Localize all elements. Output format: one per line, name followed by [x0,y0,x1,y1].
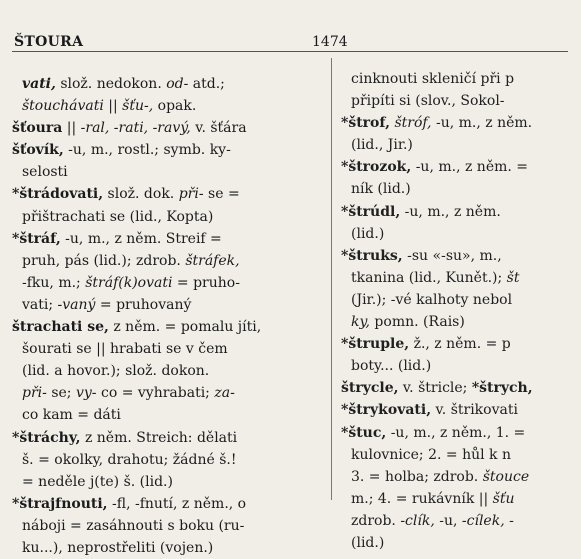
entry-text: slož. dok. [103,186,179,203]
entry-text: ku...), neprostřeliti (vojen.) [22,539,214,556]
text-line [341,488,581,510]
entry-text: za- [214,385,235,402]
text-line [12,382,324,404]
text-line [341,289,581,311]
entry-text: -clík, [400,512,435,529]
entry-text: opak. [153,98,197,115]
entry-text: ž., z něm. = p [409,336,511,353]
text-line [12,272,324,294]
entry-text: -u, m., z něm. Streif = [60,230,222,247]
entry-text: pomn. (Rais) [369,314,465,331]
headword: štrachati se, [12,319,109,336]
entry-text: -u, m., z něm. [431,115,533,132]
entry-text: || [62,120,81,137]
column-divider [331,58,332,500]
entry-text: vy- [75,385,97,402]
headword: *štrúdl, [341,203,401,220]
text-line [341,112,581,134]
text-line [12,117,324,139]
headword: *štruple, [341,336,410,353]
text-line [341,333,581,355]
entry-text: ky, [351,314,370,331]
entry-text: při- [178,186,204,203]
headword: šťovík, [12,142,64,159]
entry-text: šourati se || hrabati se v čem [22,341,228,358]
entry-text: (Jir.); -vé kalhoty nebol [351,291,513,308]
entry-text: (lid., Jir.) [351,137,413,154]
entry-text: (lid.) [351,225,385,242]
text-line [12,404,324,426]
entry-text: při- [22,385,47,402]
entry-text: selosti [22,164,68,181]
entry-text: -u, [434,512,462,529]
entry-text: - [504,512,514,529]
text-line [12,493,324,515]
entry-text: štouchávati [22,98,104,115]
entry-text: = pruho- [172,274,240,291]
entry-text: || [103,98,123,115]
text-line [12,427,324,449]
text-line [341,422,581,444]
text-line [341,355,581,377]
entry-text: -su «-su», m., [402,247,502,264]
text-line [12,360,324,382]
headword: *štrych, [471,380,533,397]
entry-text: náboji = zasáhnouti s boku (ru- [22,517,245,534]
entry-text: z něm. Streich: dělati [80,429,238,446]
text-line [341,68,581,90]
entry-text: šťu-, [122,98,154,115]
entry-text: = pruhovaný [95,296,192,313]
text-line [341,444,581,466]
entry-text: od- [166,76,189,92]
text-line [12,338,324,360]
text-line [341,466,581,488]
entry-text: -vaný [57,296,96,313]
text-line [341,399,581,421]
entry-text: š. = okolky, drahotu; žádné š.! [22,451,237,468]
text-line [12,228,324,250]
entry-text: -ral, -rati, -ravý, [80,120,191,137]
text-line [12,537,324,559]
headword: *štráf, [12,230,61,247]
entry-text: štróf, [394,115,432,132]
headword: *štrádovati, [12,186,104,203]
entry-text: pruh, pás (lid.); zdrob. [22,252,186,269]
entry-text: v. štrikovati [431,402,518,419]
text-line [12,206,324,228]
headword: *štrof, [341,115,390,132]
running-head: ŠTOURA [14,34,84,50]
entry-text: štráf(k)ovati [85,274,173,291]
entry-text: štouce [482,468,530,485]
text-line [12,161,324,183]
text-line [341,532,581,554]
entry-text: -u, m., z něm., 1. = [386,424,526,441]
entry-text: přištrachati se (lid., Kopta) [22,208,214,225]
headword: *štrozok, [341,159,412,176]
text-line [341,267,581,289]
entry-text: -u, m., z něm. = [411,159,529,176]
entry-text: se; [46,385,76,402]
headword: šťoura [12,120,63,137]
entry-text: -fku, m.; [22,274,86,291]
text-line [12,515,324,537]
entry-text: atd.; [188,76,225,92]
entry-text: slož. nedokon. [55,76,167,92]
entry-text: cinknouti skleničí při p [351,71,515,87]
text-line [341,510,581,532]
right-column [341,68,581,554]
text-line [341,311,581,333]
entry-text: -u, m., z něm. [400,203,501,220]
text-line [341,156,581,178]
headword: vati, [22,76,56,92]
text-line [341,90,581,112]
entry-text: kulovnice; 2. = hůl k n [351,446,512,463]
entry-text: = neděle j(te) š. (lid.) [22,473,173,490]
text-line [12,95,324,117]
text-line [341,223,581,245]
entry-text: vati; [22,296,58,313]
entry-text: co = vyhrabati; [96,385,215,402]
text-line [12,250,324,272]
text-line [12,471,324,493]
entry-text: -u, m., rostl.; symb. ky- [63,142,231,159]
entry-text: -fl, -fnutí, z něm., o [107,495,247,512]
entry-text: tkanina (lid., Kunět.); [351,269,507,286]
entry-text: co kam = dáti [22,407,121,424]
entry-text: v. šťára [190,120,247,137]
text-line [12,139,324,161]
entry-text: (lid.) [351,534,385,551]
text-line [341,245,581,267]
text-line [12,294,324,316]
text-line [12,449,324,471]
entry-text: šťu [492,490,515,507]
entry-text: (lid. a hovor.); slož. dokon. [22,363,210,380]
entry-text: z něm. = pomalu jíti, [108,319,262,336]
text-line [12,316,324,338]
entry-text: št [506,269,520,286]
text-line [12,73,324,95]
text-line [341,377,581,399]
headword: *štráchy, [12,429,81,446]
entry-text: ník (lid.) [351,181,411,198]
headword: štrycle, [341,380,399,397]
left-column [12,73,324,559]
headword: *štrykovati, [341,402,432,419]
page-number: 1474 [312,34,348,50]
entry-text: se = [203,186,240,203]
entry-text: boty... (lid.) [351,358,432,375]
entry-text: připíti si (slov., Sokol- [351,93,505,110]
text-line [341,178,581,200]
entry-text: -cílek, [461,512,505,529]
entry-text: zdrob. [351,512,401,529]
entry-text: m.; 4. = rukávník || [351,490,493,507]
text-line [341,201,581,223]
text-line [12,183,324,205]
headword: *štrajfnouti, [12,495,108,512]
headword: *štuc, [341,424,387,441]
text-line [341,134,581,156]
entry-text: štráfek, [185,252,240,269]
headword: *štruks, [341,247,403,264]
entry-text: v. štricle; [398,380,472,397]
header-rule [12,51,568,52]
entry-text: 3. = holba; zdrob. [351,468,483,485]
